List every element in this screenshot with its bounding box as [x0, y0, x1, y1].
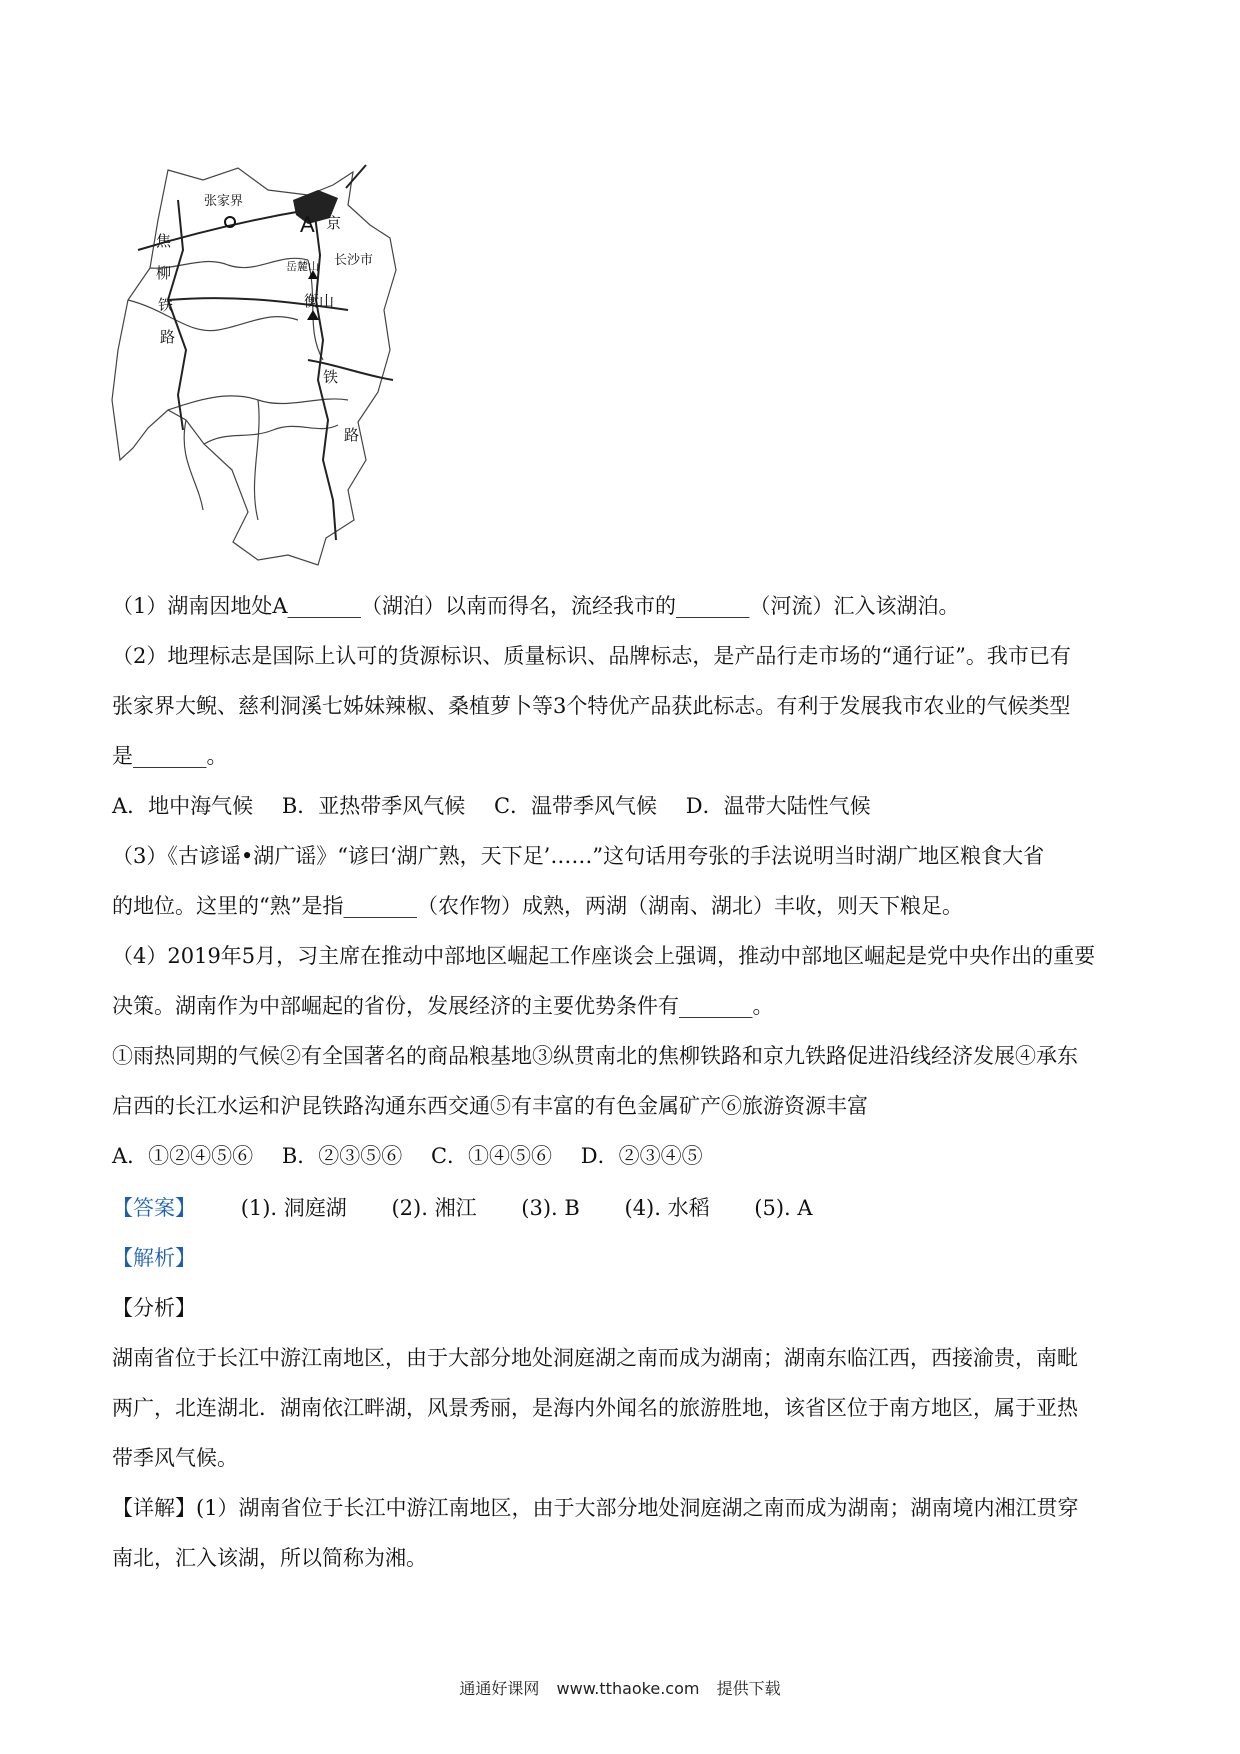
- question-4-options: [112, 1142, 725, 1170]
- question-3-line-1: （3）《古谚谣•湖广谣》“谚曰‘湖广熟，天下足’……”这句话用夸张的手法说明当时湖广地区粮食大省: [112, 844, 1045, 868]
- fenxi-line-1: 湖南省位于长江中游江南地区，由于大部分地处洞庭湖之南而成为湖南；湖南东临江西，西接渝贵，南毗: [112, 1346, 1078, 1370]
- answer-label: 【答案】: [112, 1196, 196, 1220]
- map-label-hengshan: 衡山: [304, 292, 335, 310]
- option-a: A．地中海气候: [112, 794, 254, 818]
- hunan-map: [108, 160, 408, 570]
- answer-row: [112, 1194, 851, 1222]
- map-label-yuelushan: 岳麓山: [286, 260, 319, 273]
- footer-suffix: 提供下载: [716, 1679, 781, 1698]
- fenxi-line-3: 带季风气候。: [112, 1446, 238, 1470]
- map-label-jing: 京: [326, 214, 342, 232]
- map-label-tie1: 铁: [158, 296, 174, 314]
- question-1: （1）湖南因地处A_______（湖泊）以南而得名，流经我市的_______（河流）汇入该湖泊。: [112, 594, 960, 618]
- question-2-line-2: 张家界大鲵、慈利洞溪七姊妹辣椒、桑植萝卜等3个特优产品获此标志。有利于发展我市农业的气候类型: [112, 694, 1071, 718]
- option-b: B．②③⑤⑥: [281, 1144, 403, 1168]
- footer-url[interactable]: www.tthaoke.com: [556, 1679, 700, 1698]
- map-label-tie2: 铁: [323, 368, 339, 386]
- option-d: D．温带大陆性气候: [685, 794, 871, 818]
- map-label-changsha: 长沙市: [334, 253, 374, 268]
- answer-item: (1). 洞庭湖: [240, 1196, 347, 1220]
- detail-line-2: 南北，汇入该湖，所以简称为湘。: [112, 1546, 427, 1570]
- detail-label: 【详解】: [112, 1496, 196, 1520]
- page-footer: [0, 1676, 1240, 1699]
- answer-item: (2). 湘江: [391, 1196, 477, 1220]
- option-d: D．②③④⑤: [580, 1144, 703, 1168]
- question-4-line-3: ①雨热同期的气候②有全国著名的商品粮基地③纵贯南北的焦柳铁路和京九铁路促进沿线经济发展④承东: [112, 1044, 1078, 1068]
- footer-site: 通通好课网: [459, 1679, 540, 1698]
- province-outline: [112, 168, 396, 565]
- answer-item: (5). A: [754, 1196, 813, 1220]
- map-label-jiao: 焦: [156, 232, 172, 250]
- fenxi-line-2: 两广，北连湖北．湖南依江畔湖，风景秀丽，是海内外闻名的旅游胜地，该省区位于南方地区，属于亚热: [112, 1396, 1078, 1420]
- answer-item: (3). B: [521, 1196, 580, 1220]
- map-label-liu: 柳: [156, 264, 172, 282]
- map-label-zhangjiajie: 张家界: [204, 194, 244, 209]
- map-label-lu1: 路: [160, 328, 176, 346]
- analysis-label: 【解析】: [112, 1246, 196, 1270]
- map-label-lu2: 路: [344, 426, 360, 444]
- question-2-options: [112, 792, 893, 820]
- fenxi-label: 【分析】: [112, 1296, 196, 1320]
- question-3-line-2: 的地位。这里的“熟”是指_______（农作物）成熟，两湖（湖南、湖北）丰收，则天下粮足。: [112, 894, 963, 918]
- option-b: B．亚热带季风气候: [281, 794, 466, 818]
- question-4-line-2: 决策。湖南作为中部崛起的省份，发展经济的主要优势条件有_______。: [112, 994, 774, 1018]
- question-4-line-1: （4）2019年5月，习主席在推动中部地区崛起工作座谈会上强调，推动中部地区崛起是党中央作出的重要: [112, 944, 1096, 968]
- detail-text: (1）湖南省位于长江中游江南地区，由于大部分地处洞庭湖之南而成为湖南；湖南境内湘江贯穿: [196, 1496, 1079, 1520]
- map-label-a: A: [300, 212, 315, 237]
- option-c: C．温带季风气候: [493, 794, 658, 818]
- question-4-line-4: 启西的长江水运和沪昆铁路沟通东西交通⑤有丰富的有色金属矿产⑥旅游资源丰富: [112, 1094, 868, 1118]
- question-2-line-1: （2）地理标志是国际上认可的货源标识、质量标识、品牌标志，是产品行走市场的“通行证”。我市已有: [112, 644, 1071, 668]
- answer-item: (4). 水稻: [624, 1196, 710, 1220]
- option-a: A．①②④⑤⑥: [112, 1144, 254, 1168]
- detail-line-1: [112, 1494, 1079, 1522]
- question-2-line-3: 是_______。: [112, 744, 228, 768]
- option-c: C．①④⑤⑥: [430, 1144, 553, 1168]
